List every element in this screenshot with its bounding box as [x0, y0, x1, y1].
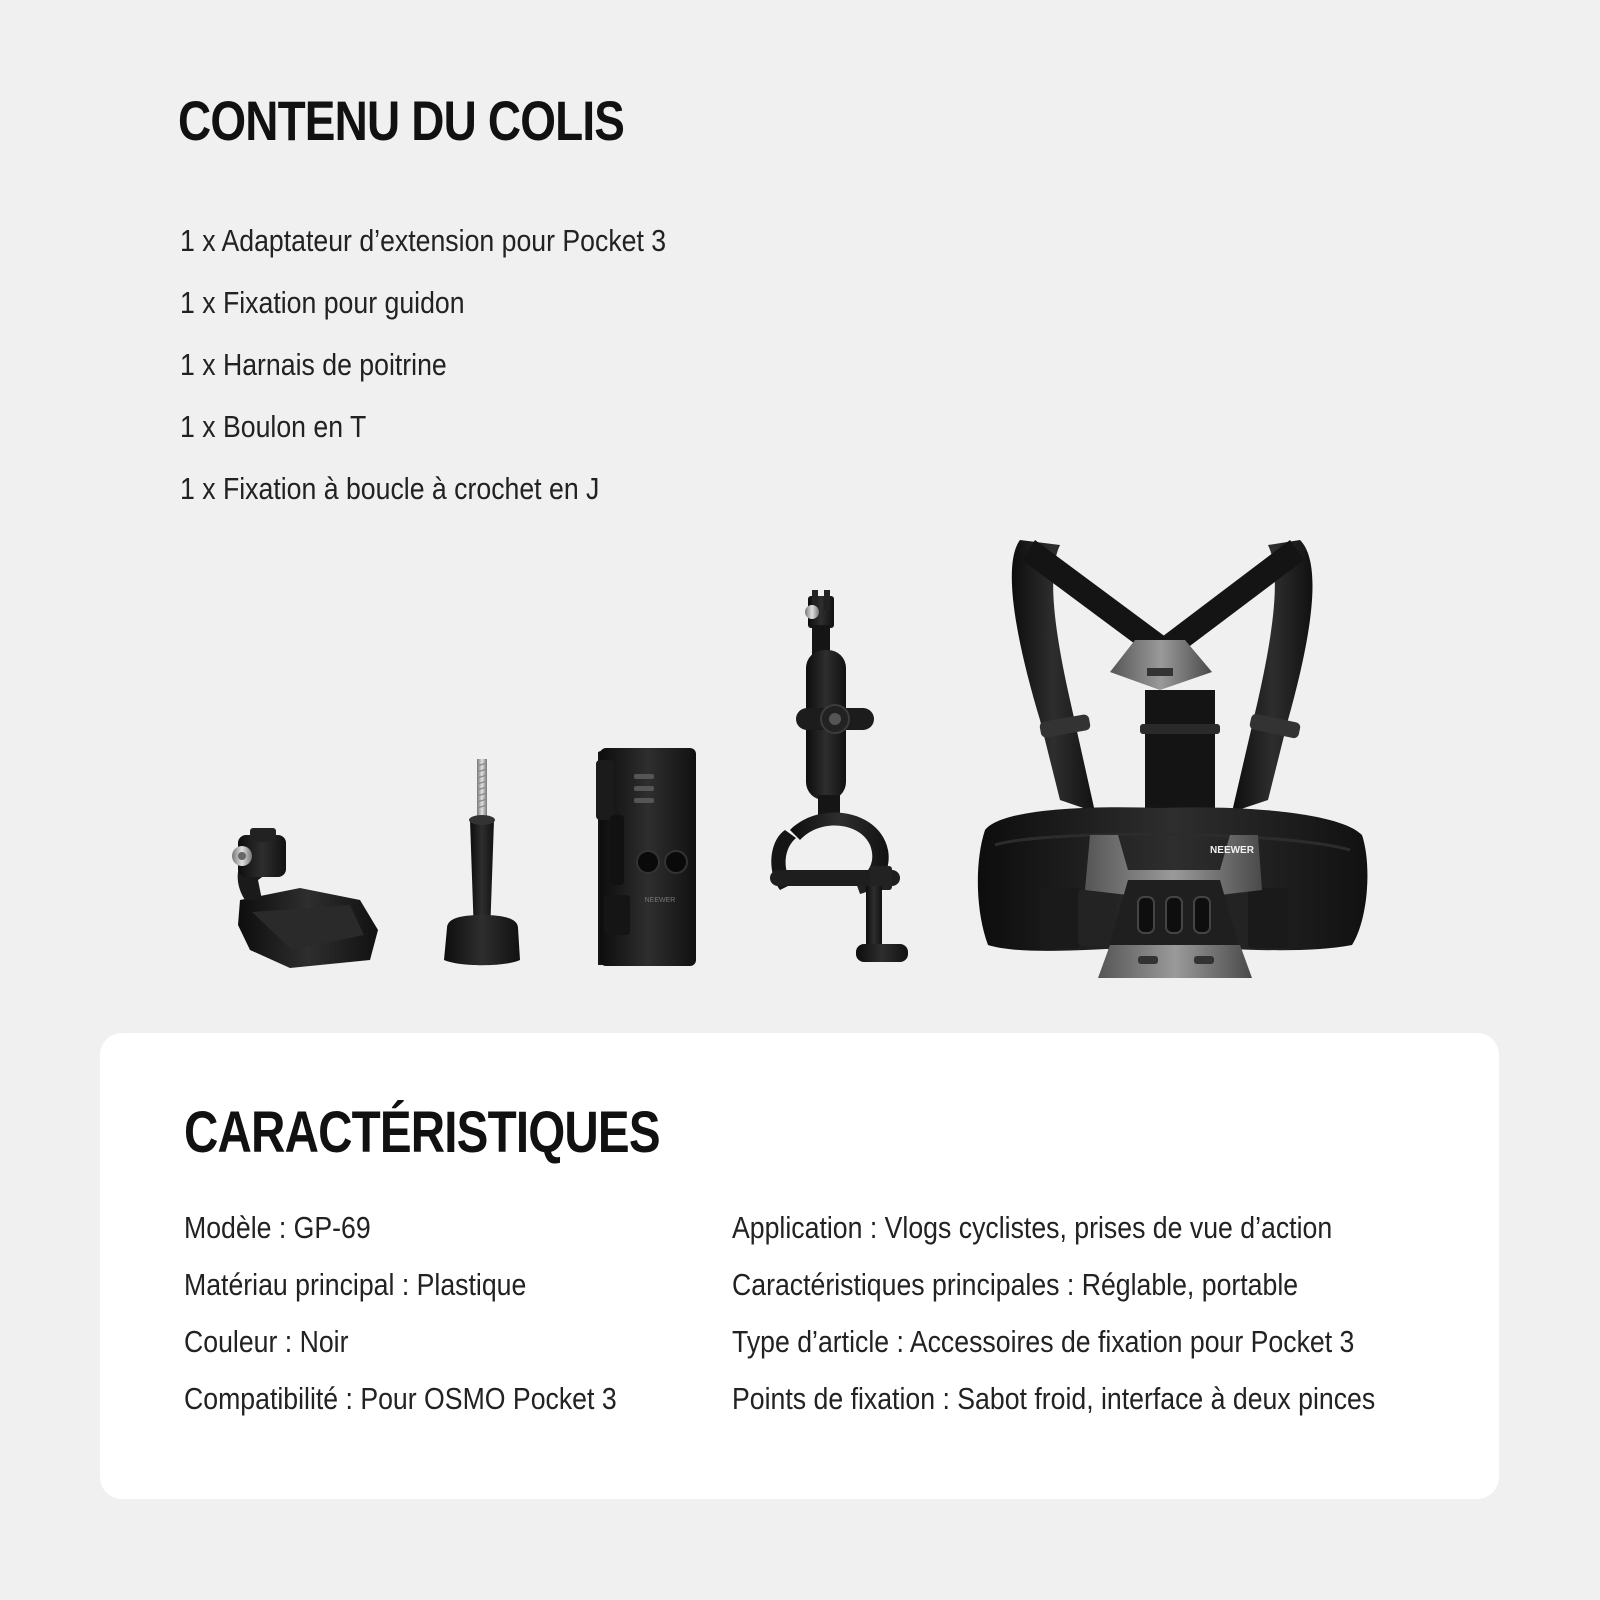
chest-harness [978, 540, 1368, 978]
t-bolt [444, 759, 520, 965]
spec-item: Caractéristiques principales : Réglable, portable [732, 1267, 1299, 1302]
specs-right-column [732, 1199, 1480, 1427]
harness-brand: NEEWER [1210, 845, 1254, 856]
spec-item: Modèle : GP-69 [184, 1210, 371, 1245]
package-contents-title: CONTENU DU COLIS [178, 89, 625, 152]
pocket-3-extension-adapter [596, 748, 696, 966]
spec-item: Compatibilité : Pour OSMO Pocket 3 [184, 1381, 617, 1416]
handlebar-mount [770, 590, 908, 962]
spec-item: Couleur : Noir [184, 1324, 349, 1359]
list-item: 1 x Harnais de poitrine [180, 347, 447, 382]
spec-item: Points de fixation : Sabot froid, interface à deux pinces [732, 1381, 1376, 1416]
j-hook-buckle-mount [232, 828, 378, 968]
specs-left-column [184, 1199, 687, 1427]
spec-item: Matériau principal : Plastique [184, 1267, 527, 1302]
list-item: 1 x Adaptateur d’extension pour Pocket 3 [180, 223, 667, 258]
spec-item: Type d’article : Accessoires de fixation pour Pocket 3 [732, 1324, 1355, 1359]
specifications-title: CARACTÉRISTIQUES [184, 1100, 660, 1165]
product-photo [0, 520, 1600, 990]
spec-item: Application : Vlogs cyclistes, prises de vue d’action [732, 1210, 1333, 1245]
adapter-brand: NEEWER [644, 897, 676, 904]
specifications-card [100, 1033, 1499, 1499]
package-contents-list [180, 210, 745, 520]
list-item: 1 x Boulon en T [180, 409, 367, 444]
list-item: 1 x Fixation à boucle à crochet en J [180, 471, 600, 506]
list-item: 1 x Fixation pour guidon [180, 285, 465, 320]
